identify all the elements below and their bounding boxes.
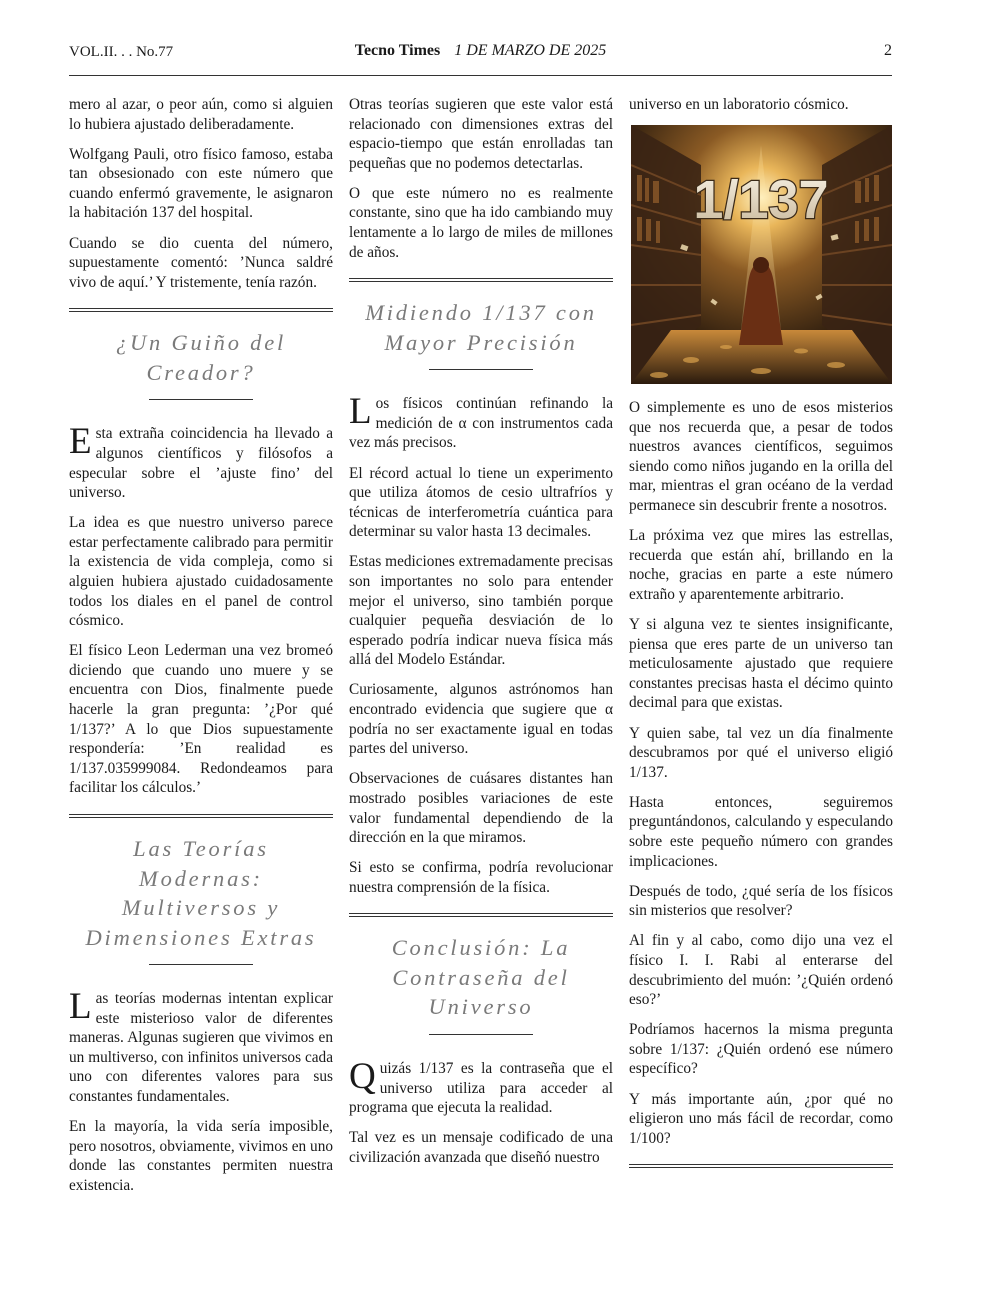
- section-divider: [349, 278, 613, 282]
- paragraph: Y más importante aún, ¿por qué no eligieron uno más fácil de recordar, como 1/100?: [629, 1090, 893, 1147]
- paragraph: universo en un laboratorio cósmico.: [629, 96, 849, 113]
- paragraph-dropcap: Los físicos continúan refinando la medición de α con instrumentos cada vez más precisos.: [349, 391, 613, 452]
- paragraph: Podríamos hacernos la misma pregunta sobre 1/137: ¿Quién ordenó ese número específico?: [629, 1021, 893, 1078]
- paragraph-dropcap: Las teorías modernas intentan explicar este misterioso valor de diferentes maneras. Algunas sugieren que vivimos en un multiverso, con infinitos universos cada uno con diferentes valores para sus constantes fundamentales.: [69, 986, 333, 1105]
- drop-cap: L: [349, 391, 372, 433]
- page-header: [69, 40, 892, 66]
- library-illustration: [631, 125, 892, 384]
- paragraph: Wolfgang Pauli, otro físico famoso, estaba tan obsesionado con este número que cuando enfermó gravemente, le asignaron la habitación 137 del hospital.: [69, 145, 333, 222]
- section-divider: [629, 1164, 893, 1168]
- issue-date: 1 DE MARZO DE 2025: [454, 42, 607, 59]
- paragraph: Y quien sabe, tal vez un día finalmente descubramos por qué el universo eligió 1/137.: [629, 724, 893, 781]
- masthead: [69, 42, 892, 60]
- paragraph: Otras teorías sugieren que este valor está relacionado con dimensiones extras del espacio-tiempo que están enrolladas tan pequeñas que no podemos detectarlas.: [349, 96, 613, 172]
- paragraph: Después de todo, ¿qué sería de los físicos sin misterios que resolver?: [629, 882, 893, 920]
- paragraph: O que este número no es realmente constante, sino que ha ido cambiando muy lentamente a lo largo de miles de millones de años.: [349, 184, 613, 261]
- paragraph: Hasta entonces, seguiremos preguntándonos, calculando y especulando sobre este pequeño número con grandes implicaciones.: [629, 793, 893, 870]
- paragraph-dropcap: Quizás 1/137 es la contraseña que el universo utiliza para acceder al programa que ejecuta la realidad.: [349, 1055, 613, 1117]
- section-title: Midiendo 1/137 con Mayor Precisión: [365, 300, 597, 355]
- paragraph: Estas mediciones extremadamente precisas son importantes no solo para entender mejor el universo, sino también porque cualquier pequeña desviación de lo esperado podría indicar nueva física más allá del Modelo Estándar.: [349, 553, 613, 669]
- paragraph: Curiosamente, algunos astrónomos han encontrado evidencia que sugiere que α podría no ser exactamente igual en todas partes del universo.: [349, 681, 613, 758]
- section-title: Conclusión: La Contraseña del Universo: [391, 935, 571, 1020]
- column-2: [349, 95, 613, 1178]
- section-divider: [69, 814, 333, 818]
- paragraph: O simplemente es uno de esos misterios que nos recuerda que, a pesar de todos nuestros avances científicos, seguimos siendo como niños jugando en la orilla del mar, mientras el gran océano de la verdad permanece sin descubrir frente a nosotros.: [629, 399, 893, 515]
- title-underline: [429, 1034, 533, 1035]
- title-underline: [149, 399, 253, 400]
- column-1: [69, 95, 333, 1206]
- paragraph: Y si alguna vez te sientes insignificante, piensa que eres parte de un universo tan meticulosamente ajustado que requiere constantes precisas hasta el décimo quinto decimal para que existas.: [629, 616, 893, 712]
- title-underline: [429, 369, 533, 370]
- drop-cap: E: [69, 421, 92, 463]
- drop-cap: Q: [349, 1055, 376, 1097]
- paragraph-dropcap: Esta extraña coincidencia ha llevado a algunos científicos y filósofos a especular sobre el ’ajuste fino’ del universo.: [69, 421, 333, 502]
- paragraph: Si esto se confirma, podría revolucionar nuestra comprensión de la física.: [349, 859, 613, 896]
- paragraph: Cuando se dio cuenta del número, supuestamente comentó: ’Nunca saldré vivo de aquí.’ Y tristemente, tenía razón.: [69, 234, 333, 291]
- section-divider: [69, 308, 333, 312]
- section-divider: [349, 913, 613, 917]
- header-rule: [69, 75, 892, 76]
- paragraph: El físico Leon Lederman una vez bromeó diciendo que cuando uno muere y se encuentra con Dios, finalmente puede hacerle la gran pregunta: ’¿Por qué 1/137?’ A lo que Dios supuestamente respondería: ’En realidad es 1/137.035999084. Redondeamos para facilitar los cálculos.’: [69, 642, 333, 797]
- paragraph: En la mayoría, la vida sería imposible, pero nosotros, obviamente, vivimos en uno donde las constantes permiten nuestra existencia.: [69, 1118, 333, 1194]
- paragraph: La próxima vez que mires las estrellas, recuerda que están ahí, brillando en la noche, gracias en parte a este número extraño y aparentemente arbitrario.: [629, 527, 893, 603]
- paragraph: El récord actual lo tiene un experimento que utiliza átomos de cesio ultrafríos y técnicas de interferometría cuántica para determinar su valor hasta 13 decimales.: [349, 464, 613, 541]
- newspaper-name: Tecno Times: [354, 42, 441, 59]
- column-3: [629, 95, 893, 1178]
- paragraph: Observaciones de cuásares distantes han mostrado posibles variaciones de este valor fundamental dependiendo de la dirección en la que miramos.: [349, 770, 613, 847]
- section-title: ¿Un Guiño del Creador?: [115, 330, 287, 385]
- title-underline: [149, 964, 253, 965]
- page-number: 2: [884, 42, 892, 59]
- drop-cap: L: [69, 986, 92, 1028]
- paragraph: Al fin y al cabo, como dijo una vez el físico I. I. Rabi al enterarse del descubrimiento del muón: ’¿Quién ordenó eso?’: [629, 932, 893, 1009]
- image-number: 1/137: [693, 170, 829, 231]
- volume-number: VOL.II. . . No.77: [69, 44, 174, 60]
- paragraph: mero al azar, o peor aún, como si alguien lo hubiera ajustado deliberadamente.: [69, 96, 333, 133]
- paragraph: La idea es que nuestro universo parece estar perfectamente calibrado para permitir la existencia de vida compleja, como si alguien hubiera ajustado cuidadosamente todos los diales en el panel de control cósmico.: [69, 514, 333, 630]
- paragraph: Tal vez es un mensaje codificado de una civilización avanzada que diseñó nuestro: [349, 1129, 613, 1166]
- section-title: Las Teorías Modernas: Multiversos y Dimensiones Extras: [85, 836, 317, 950]
